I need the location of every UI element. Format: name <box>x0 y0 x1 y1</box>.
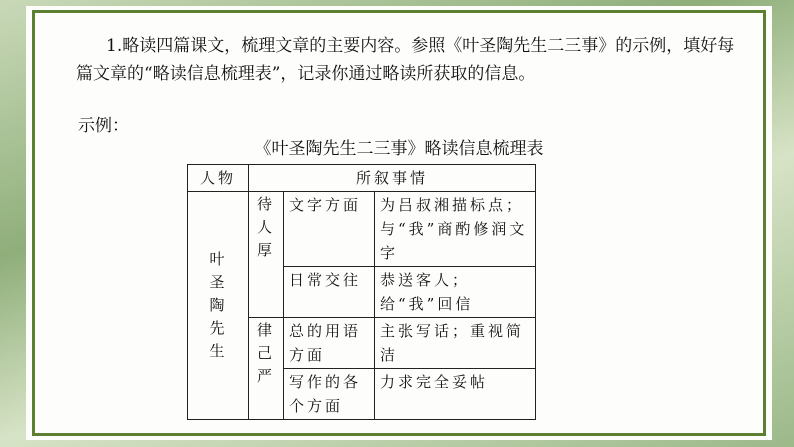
table-header-row <box>188 165 536 192</box>
group-label-2: 律己严 <box>257 321 276 385</box>
person-name: 叶圣陶先生 <box>209 250 227 360</box>
aspect-cell: 文字方面 <box>284 192 375 267</box>
group-cell-2 <box>249 318 284 420</box>
detail-cell: 力求完全妥帖 <box>375 369 536 420</box>
detail-cell: 为吕叔湘描标点；与“我”商酌修润文字 <box>375 192 536 267</box>
aspect-cell: 总的用语方面 <box>284 318 375 369</box>
table-row <box>188 192 536 267</box>
aspect-cell: 写作的各个方面 <box>284 369 375 420</box>
instruction-text: 1.略读四篇课文，梳理文章的主要内容。参照《叶圣陶先生二三事》的示例，填好每篇文章的“略读信息梳理表”，记录你通过略读所获取的信息。 <box>76 36 735 84</box>
example-label: 示例： <box>78 116 129 136</box>
person-cell <box>188 192 249 420</box>
aspect-cell: 日常交往 <box>284 267 375 318</box>
header-person: 人物 <box>188 165 249 192</box>
group-cell-1 <box>249 192 284 318</box>
info-table <box>187 164 536 420</box>
slide <box>26 6 772 440</box>
detail-cell: 恭送客人；给“我”回信 <box>375 267 536 318</box>
table-title: 《叶圣陶先生二三事》略读信息梳理表 <box>254 139 544 159</box>
header-events: 所叙事情 <box>249 165 536 192</box>
group-label-1: 待人厚 <box>257 195 276 259</box>
detail-cell: 主张写话；重视简洁 <box>375 318 536 369</box>
